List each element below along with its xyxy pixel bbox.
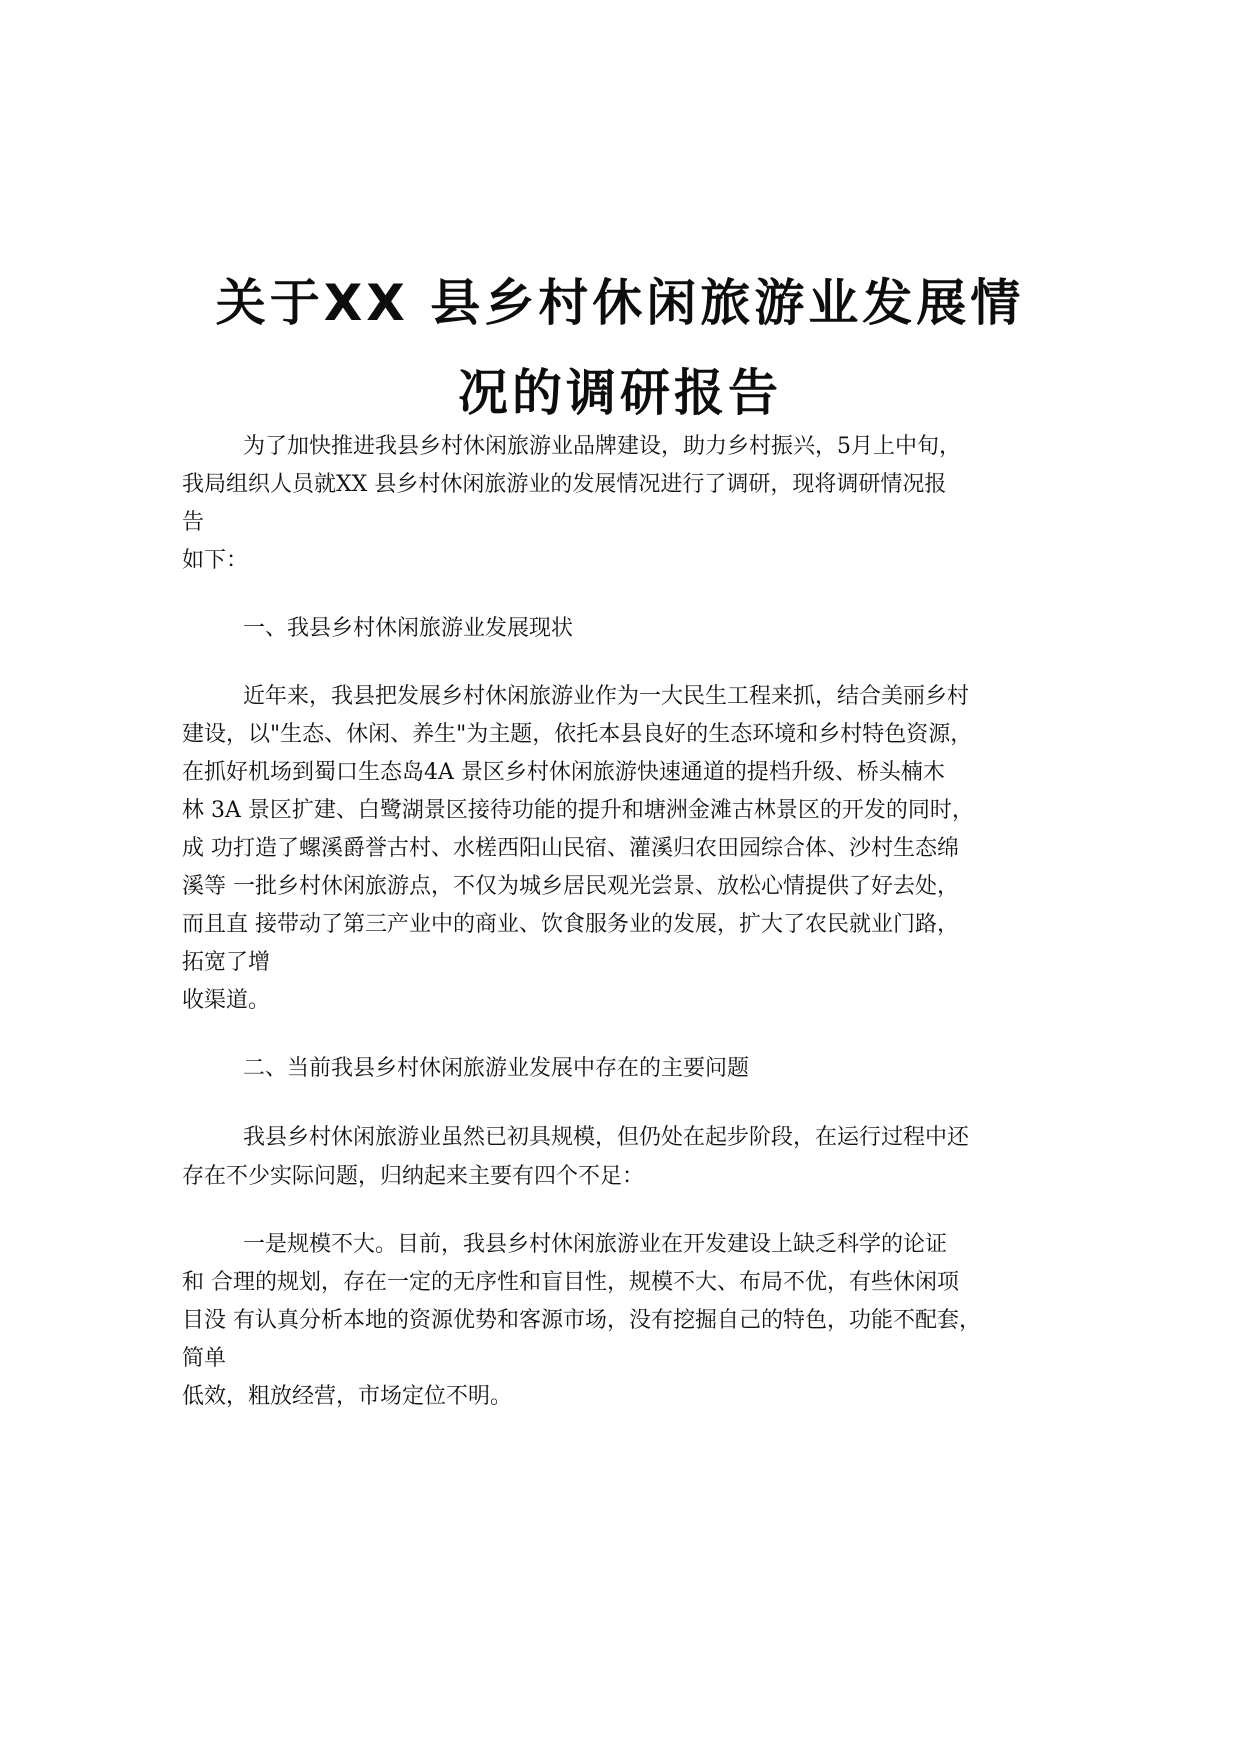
intro-line: 我局组织人员就XX 县乡村休闲旅游业的发展情况进行了调研，现将调研情况报 <box>182 472 947 497</box>
section1-line: 林 3A 景区扩建、白鹭湖景区接待功能的提升和塘洲金滩古林景区的开发的同时， <box>182 798 974 823</box>
section-heading-1: 一、我县乡村休闲旅游业发展现状 <box>243 616 574 641</box>
section1-line: 近年来，我县把发展乡村休闲旅游业作为一大民生工程来抓，结合美丽乡村 <box>243 684 970 709</box>
section2-line: 我县乡村休闲旅游业虽然已初具规模，但仍处在起步阶段，在运行过程中还 <box>243 1125 970 1150</box>
document-title-line-2: 况的调研报告 <box>458 364 782 422</box>
section-heading-2: 二、当前我县乡村休闲旅游业发展中存在的主要问题 <box>243 1056 750 1081</box>
point1-line: 目没 有认真分析本地的资源优势和客源市场，没有挖掘自己的特色，功能不配套， <box>182 1308 981 1333</box>
document-title-line-1: 关于XX 县乡村休闲旅游业发展情 <box>215 274 1025 332</box>
point1-line: 一是规模不大。目前，我县乡村休闲旅游业在开发建设上缺乏科学的论证 <box>243 1232 948 1257</box>
point1-line: 低效，粗放经营，市场定位不明。 <box>182 1384 513 1409</box>
point1-line: 和 合理的规划，存在一定的无序性和盲目性，规模不大、布局不优，有些休闲项 <box>182 1270 959 1295</box>
section2-line: 存在不少实际问题，归纳起来主要有四个不足： <box>182 1164 645 1189</box>
section1-line: 建设，以"生态、休闲、养生"为主题，依托本县良好的生态环境和乡村特色资源， <box>182 722 973 747</box>
section1-line: 在抓好机场到蜀口生态岛4A 景区乡村休闲旅游快速通道的提档升级、桥头楠木 <box>182 760 945 785</box>
point1-line: 简单 <box>182 1346 227 1371</box>
section1-line: 而且直 接带动了第三产业中的商业、饮食服务业的发展，扩大了农民就业门路， <box>182 912 959 937</box>
section1-line: 成 功打造了螺溪爵誉古村、水槎西阳山民宿、灌溪归农田园综合体、沙村生态绵 <box>182 836 959 861</box>
intro-line: 为了加快推进我县乡村休闲旅游业品牌建设，助力乡村振兴，5月上中旬， <box>243 434 961 459</box>
section1-line: 拓宽了增 <box>182 950 271 975</box>
section1-line: 溪等 一批乡村休闲旅游点，不仅为城乡居民观光尝景、放松心情提供了好去处， <box>182 874 959 899</box>
section1-line: 收渠道。 <box>182 988 271 1013</box>
intro-line: 如下： <box>182 548 249 573</box>
intro-line: 告 <box>182 510 205 535</box>
